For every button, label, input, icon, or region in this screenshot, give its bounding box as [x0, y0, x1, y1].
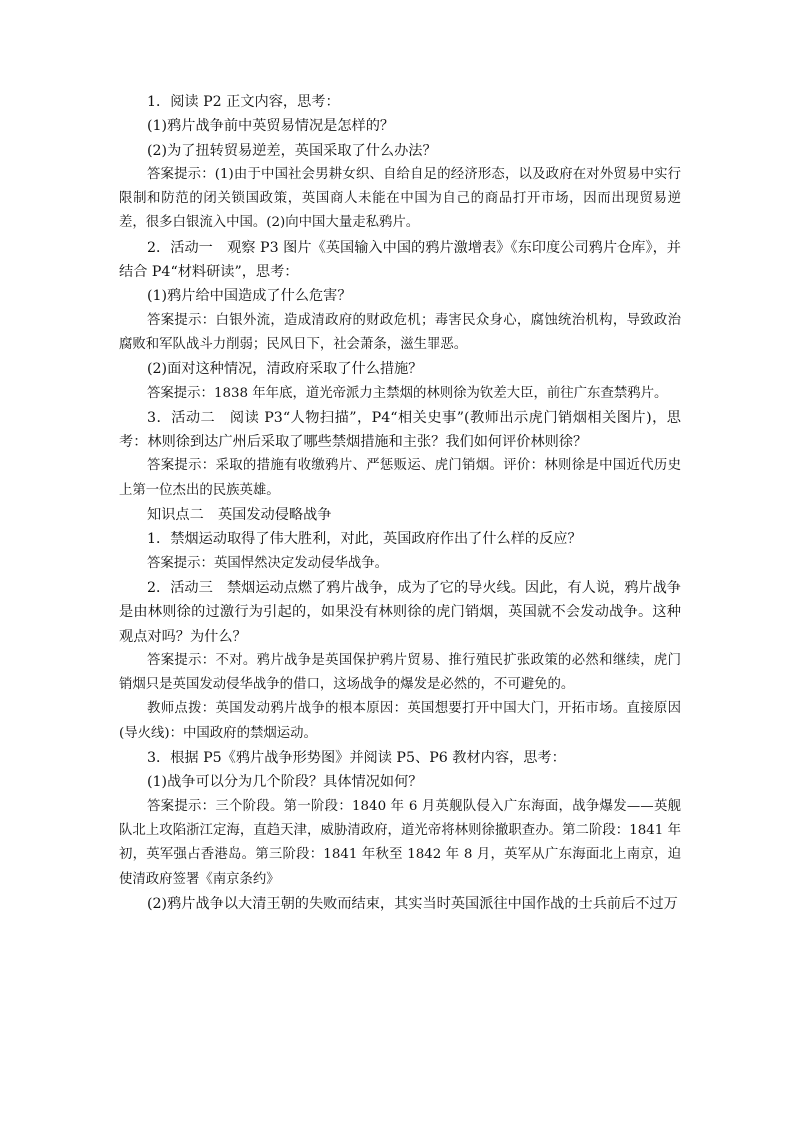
answer-text: (1)由于中国社会男耕女织、自给自足的经济形态，以及政府在对外贸易中实行限制和防范的闭关锁国政策，英国商人未能在中国为自己的商品打开市场，因而出现贸易逆差，很多白银流入中国。(2)向中国大量走私鸦片。 — [119, 166, 682, 231]
answer-label: 答案提示： — [147, 166, 215, 182]
question-2-1: (1)鸦片给中国造成了什么危害？ — [147, 288, 352, 305]
answer-label: 答案提示： — [147, 555, 214, 571]
answer-label: 答案提示： — [147, 385, 214, 401]
question-2-2: (2)面对这种情况，清政府采取了什么措施？ — [147, 361, 423, 378]
question-s2-3-2: (2)鸦片战争以大清王朝的失败而结束，其实当时英国派往中国作战的士兵前后不过万 — [147, 895, 678, 912]
question-s2-3-1: (1)战争可以分为几个阶段？具体情况如何？ — [147, 774, 423, 791]
question-3: 3．活动二 阅读 P3“人物扫描”，P4“相关史事”(教师出示虎门销烟相关图片)，思考：林则徐到达广州后采取了哪些禁烟措施和主张？我们如何评价林则徐？ — [119, 409, 681, 451]
answer-s2-2 — [119, 649, 681, 698]
question-s2-2: 2．活动三 禁烟运动点燃了鸦片战争，成为了它的导火线。因此，有人说，鸦片战争是由林则徐的过激行为引起的，如果没有林则徐的虎门销烟，英国就不会发动战争。这种观点对吗？为什么？ — [119, 579, 681, 645]
answer-label: 答案提示： — [147, 652, 216, 668]
question-1-2: (2)为了扭转贸易逆差，英国采取了什么办法？ — [147, 142, 437, 159]
answer-text: 采取的措施有收缴鸦片、严惩贩运、虎门销烟。评价：林则徐是中国近代历史上第一位杰出的民族英雄。 — [119, 458, 682, 498]
question-2: 2．活动一 观察 P3 图片《英国输入中国的鸦片激增表》《东印度公司鸦片仓库》，并结合 P4“材料研读”，思考： — [119, 239, 681, 281]
question-1-1: (1)鸦片战争前中英贸易情况是怎样的？ — [147, 118, 395, 135]
answer-text: 白银外流，造成清政府的财政危机；毒害民众身心，腐蚀统治机构，导致政治腐败和军队战斗力削弱；民风日下，社会萧条，滋生罪恶。 — [119, 312, 682, 352]
answer-3 — [119, 454, 681, 503]
answer-text: 英国悍然决定发动侵华战争。 — [213, 555, 389, 571]
note-label: 教师点拨： — [147, 701, 216, 717]
answer-2-2 — [119, 382, 681, 406]
section-heading: 知识点二 英国发动侵略战争 — [147, 507, 332, 524]
question-1: 1．阅读 P2 正文内容，思考： — [147, 94, 340, 110]
document-body — [119, 90, 681, 916]
answer-text: 不对。鸦片战争是英国保护鸦片贸易、推行殖民扩张政策的必然和继续，虎门销烟只是英国发动侵华战争的借口，这场战争的爆发是必然的，不可避免的。 — [119, 652, 682, 693]
answer-1 — [119, 163, 681, 236]
answer-text: 三个阶段。第一阶段：1840 年 6 月英舰队侵入广东海面，战争爆发——英舰队北上攻陷浙江定海，直趋天津，威胁清政府，道光帝将林则徐撤职查办。第二阶段：1841 年初，英军强占香港岛。第三阶段：1841 年秋至 1842 年 8 月，英军从广东海面北上南京，迫使清政府签署《南京条约》 — [119, 798, 681, 887]
question-s2-3: 3．根据 P5《鸦片战争形势图》并阅读 P5、P6 教材内容，思考： — [147, 750, 566, 767]
answer-text: 1838 年年底，道光帝派力主禁烟的林则徐为钦差大臣，前往广东查禁鸦片。 — [213, 385, 668, 401]
answer-s2-1 — [119, 552, 681, 576]
note-text: 英国发动鸦片战争的根本原因：英国想要打开中国大门，开拓市场。直接原因(导火线)：中国政府的禁烟运动。 — [119, 701, 682, 741]
answer-s2-3-1 — [119, 795, 681, 892]
answer-label: 答案提示： — [147, 312, 216, 328]
answer-2-1 — [119, 309, 681, 358]
teacher-note — [119, 697, 681, 746]
answer-label: 答案提示： — [147, 458, 216, 474]
question-s2-1: 1．禁烟运动取得了伟大胜利，对此，英国政府作出了什么样的反应？ — [147, 531, 582, 548]
answer-label: 答案提示： — [147, 798, 216, 814]
